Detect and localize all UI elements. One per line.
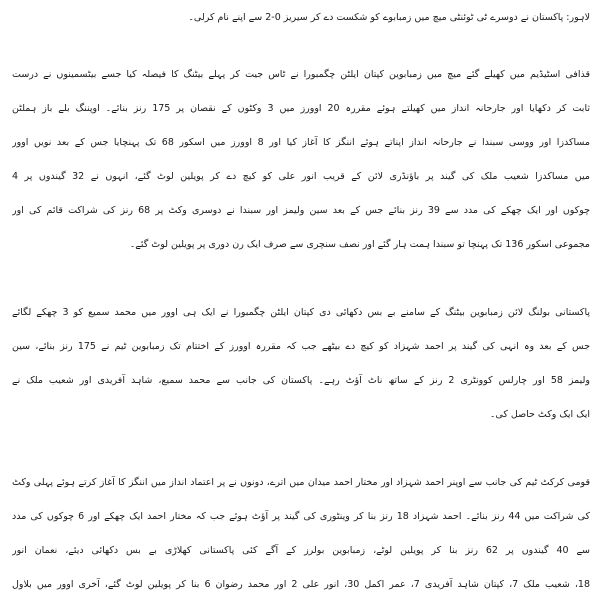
paragraph-line: قذافی اسٹیڈیم میں کھیلے گئے میچ میں زمبابوین کپتان ایلٹن چگمبورا نے ٹاس جیت کر پہلے بیٹنگ کا فیصلہ کیا جسے بیٹسمینوں نے درست (12, 69, 590, 80)
paragraph-line: سے 40 گیندوں پر 62 رنز بنا کر پویلین لوٹے، زمبابوین بولرز کے آگے کئی پاکستانی کھلاڑی بے بس دکھائی دیئے، نعمان انور (12, 545, 590, 556)
paragraph-line: قومی کرکٹ ٹیم کی جانب سے اوپنر احمد شہزاد اور مختار احمد میدان میں اترے، دونوں نے پر اعتماد انداز میں اننگز کا آغاز کرتے ہوئے پہلی وکٹ (12, 477, 590, 488)
paragraph-line: چوکوں اور ایک چھکے کی مدد سے 39 رنز بنائے جس کے بعد سین ولیمز اور سبندا نے دوسری وکٹ پر 68 رنز کی شراکت قائم کی اور (12, 205, 590, 216)
article-paragraph-1 (12, 61, 590, 259)
article-paragraph-3 (12, 469, 590, 599)
paragraph-line: پاکستانی بولنگ لائن زمبابوین بیٹنگ کے سامنے بے بس دکھائی دی کپتان ایلٹن چگمبورا نے ایک ہی اوور میں محمد سمیع کو 3 چھکے لگائے (12, 307, 590, 318)
paragraph-line: میں مساکدزا شعیب ملک کی گیند پر باؤنڈری لائن کے قریب انور علی کو کیچ دے کر پویلین لوٹ گئے، انہوں نے 32 گیندوں پر 4 (12, 171, 590, 182)
paragraph-line: ثابت کر دکھایا اور جارحانہ انداز میں کھیلتے ہوئے مقررہ 20 اوورز میں 3 وکٹوں کے نقصان پر 175 رنز بنائے۔ اوپننگ بلے باز ہملٹن (12, 103, 590, 114)
paragraph-line: جس کے بعد وہ انہی کی گیند پر احمد شہزاد کو کیچ دے بیٹھے جب کہ مقررہ اوورز کے اختتام تک زمبابوین ٹیم نے 175 رنز بنائے، سین (12, 341, 590, 352)
paragraph-line: مساکدزا اور ووسی سبندا نے جارحانہ انداز اپناتے ہوئے اننگز کا آغاز کیا اور 8 اوورز میں اسکور 68 تک پہنچایا جس کے بعد نویں اوور (12, 137, 590, 148)
paragraph-line: ایک ایک وکٹ حاصل کی۔ (489, 409, 590, 420)
paragraph-line: ولیمز 58 اور چارلس کوونٹری 2 رنز کے ساتھ ناٹ آؤٹ رہے۔ پاکستان کی جانب سے محمد سمیع، شاہد آفریدی اور شعیب ملک نے (12, 375, 590, 386)
paragraph-line: مجموعی اسکور 136 تک پہنچا تو سبندا ہمت ہار گئے اور نصف سنچری سے صرف ایک رن دوری پر پویلین لوٹ گئے۔ (129, 239, 590, 250)
paragraph-line: 18، شعیب ملک 7، کپتان شاہد آفریدی 7، عمر اکمل 30، انور علی 2 اور محمد رضوان 6 بنا کر پویلین لوٹ گئے، آخری اوور میں بلاول (12, 579, 590, 590)
paragraph-line: کی شراکت میں 44 رنز بنائے۔ احمد شہزاد 18 رنز بنا کر وینٹوری کی گیند پر آؤٹ ہوئے جب کہ مختار احمد ایک چھکے اور 6 چوکوں کی مدد (12, 511, 590, 522)
article-paragraph-2 (12, 299, 590, 429)
news-article (12, 4, 590, 599)
article-lead: لاہور: پاکستان نے دوسرے ٹی ٹوئنٹی میچ میں زمبابوے کو شکست دے کر سیریز 0-2 سے اپنے نام کرلی۔ (188, 12, 590, 23)
